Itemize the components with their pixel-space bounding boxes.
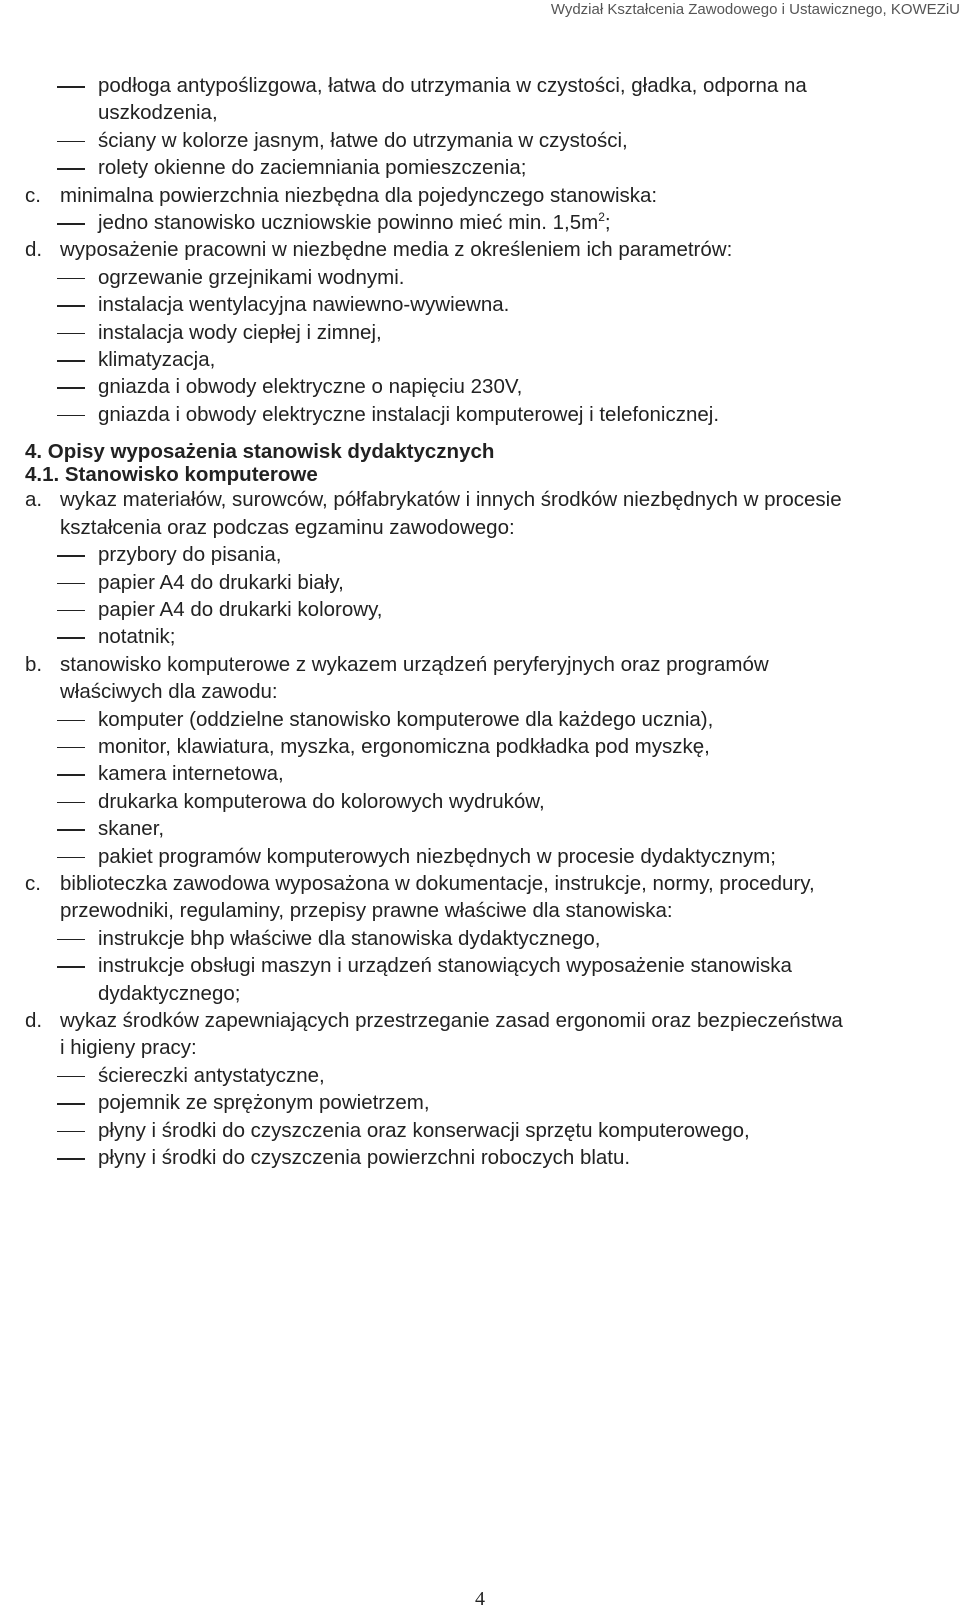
dash-bullet-icon xyxy=(57,1158,85,1160)
bullet-item xyxy=(25,72,935,99)
bullet-text: pakiet programów komputerowych niezbędnych w procesie dydaktycznym; xyxy=(98,844,776,868)
continuation-text: i higieny pracy: xyxy=(60,1036,197,1060)
bullet-item xyxy=(25,264,935,291)
dash-bullet-icon xyxy=(57,583,85,585)
bullet-item xyxy=(25,623,935,650)
lettered-text: wykaz środków zapewniających przestrzeganie zasad ergonomii oraz bezpieczeństwa xyxy=(60,1009,843,1032)
lettered-text: wykaz materiałów, surowców, półfabrykatów i innych środków niezbędnych w procesie xyxy=(60,488,842,512)
item-letter: d. xyxy=(25,238,43,262)
bullet-item xyxy=(25,154,935,181)
lettered-item xyxy=(25,651,935,678)
bullet-item xyxy=(25,319,935,346)
lettered-text: stanowisko komputerowe z wykazem urządzeń peryferyjnych oraz programów xyxy=(60,652,769,676)
document-body xyxy=(25,72,935,1171)
bullet-text: przybory do pisania, xyxy=(98,543,282,567)
lettered-continuation xyxy=(25,1034,935,1061)
dash-bullet-icon xyxy=(57,1131,85,1133)
dash-bullet-icon xyxy=(57,857,85,859)
dash-bullet-icon xyxy=(57,1103,85,1105)
item-letter: b. xyxy=(25,652,43,676)
dash-bullet-icon xyxy=(57,387,85,389)
bullet-item xyxy=(25,1062,935,1089)
bullet-text: gniazda i obwody elektryczne o napięciu 230V, xyxy=(98,375,523,399)
lettered-continuation xyxy=(25,897,935,924)
bullet-item xyxy=(25,815,935,842)
bullet-item xyxy=(25,569,935,596)
bullet-text: rolety okienne do zaciemniania pomieszczenia; xyxy=(98,156,527,180)
bullet-text: papier A4 do drukarki biały, xyxy=(98,570,344,594)
bullet-item xyxy=(25,706,935,733)
bullet-item xyxy=(25,401,935,428)
page-header xyxy=(0,0,960,18)
dash-bullet-icon xyxy=(57,802,85,804)
lettered-item xyxy=(25,236,935,263)
dash-bullet-icon xyxy=(57,637,85,639)
section-gap xyxy=(25,428,935,440)
lettered-item xyxy=(25,1007,935,1034)
bullet-item xyxy=(25,733,935,760)
bullet-continuation xyxy=(25,980,935,1007)
bullet-text: ściereczki antystatyczne, xyxy=(98,1063,325,1087)
item-letter: a. xyxy=(25,488,43,512)
bullet-text: jedno stanowisko uczniowskie powinno mieć min. 1,5m xyxy=(98,211,599,235)
bullet-item xyxy=(25,788,935,815)
bullet-text: notatnik; xyxy=(98,625,176,649)
item-letter: c. xyxy=(25,183,41,207)
dash-bullet-icon xyxy=(57,555,85,557)
lettered-item xyxy=(25,486,935,513)
bullet-item xyxy=(25,843,935,870)
lettered-item xyxy=(25,182,935,209)
dash-bullet-icon xyxy=(57,1076,85,1078)
bullet-text: monitor, klawiatura, myszka, ergonomiczna podkładka pod myszkę, xyxy=(98,734,710,758)
continuation-text: przewodniki, regulaminy, przepisy prawne właściwe dla stanowiska: xyxy=(60,899,673,923)
bullet-text: podłoga antypoślizgowa, łatwa do utrzymania w czystości, gładka, odporna na xyxy=(98,74,807,97)
header-text: Wydział Kształcenia Zawodowego i Ustawicznego, KOWEZiU xyxy=(550,1,960,18)
dash-bullet-icon xyxy=(57,141,85,143)
bullet-item xyxy=(25,541,935,568)
dash-bullet-icon xyxy=(57,747,85,749)
bullet-text: kamera internetowa, xyxy=(98,762,284,786)
lettered-continuation xyxy=(25,678,935,705)
dash-bullet-icon xyxy=(57,278,85,280)
dash-bullet-icon xyxy=(57,774,85,776)
bullet-item xyxy=(25,373,935,400)
bullet-item xyxy=(25,1117,935,1144)
heading-text: 4. Opisy wyposażenia stanowisk dydaktycznych xyxy=(25,440,495,464)
section-heading xyxy=(25,440,935,463)
continuation-text: dydaktycznego; xyxy=(98,981,241,1005)
bullet-item xyxy=(25,346,935,373)
bullet-text: papier A4 do drukarki kolorowy, xyxy=(98,597,383,621)
dash-bullet-icon xyxy=(57,360,85,362)
continuation-text: właściwych dla zawodu: xyxy=(60,680,278,704)
lettered-item xyxy=(25,870,935,897)
bullet-item xyxy=(25,1144,935,1171)
bullet-continuation xyxy=(25,99,935,126)
bullet-text: instrukcje obsługi maszyn i urządzeń stanowiących wyposażenie stanowiska xyxy=(98,954,792,978)
bullet-item xyxy=(25,596,935,623)
lettered-text: wyposażenie pracowni w niezbędne media z określeniem ich parametrów: xyxy=(60,238,733,262)
dash-bullet-icon xyxy=(57,939,85,941)
dash-bullet-icon xyxy=(57,610,85,612)
bullet-text: instrukcje bhp właściwe dla stanowiska dydaktycznego, xyxy=(98,926,601,950)
dash-bullet-icon xyxy=(57,223,85,225)
continuation-text: kształcenia oraz podczas egzaminu zawodowego: xyxy=(60,515,515,539)
dash-bullet-icon xyxy=(57,305,85,307)
bullet-text: gniazda i obwody elektryczne instalacji komputerowej i telefonicznej. xyxy=(98,402,720,426)
superscript: 2 xyxy=(598,210,605,225)
bullet-item xyxy=(25,925,935,952)
bullet-text: ogrzewanie grzejnikami wodnymi. xyxy=(98,265,405,289)
dash-bullet-icon xyxy=(57,168,85,170)
dash-bullet-icon xyxy=(57,829,85,831)
trailing-punctuation: ; xyxy=(604,211,611,235)
bullet-text: pojemnik ze sprężonym powietrzem, xyxy=(98,1091,430,1115)
continuation-text: uszkodzenia, xyxy=(98,101,218,125)
bullet-text: płyny i środki do czyszczenia oraz konserwacji sprzętu komputerowego, xyxy=(98,1118,750,1142)
lettered-continuation xyxy=(25,514,935,541)
page-number: 4 xyxy=(475,1588,485,1610)
bullet-item xyxy=(25,760,935,787)
bullet-text: instalacja wody ciepłej i zimnej, xyxy=(98,320,382,344)
bullet-item xyxy=(25,952,935,979)
lettered-text: biblioteczka zawodowa wyposażona w dokumentacje, instrukcje, normy, procedury, xyxy=(60,871,815,895)
bullet-item xyxy=(25,291,935,318)
bullet-item xyxy=(25,127,935,154)
dash-bullet-icon xyxy=(57,966,85,968)
dash-bullet-icon xyxy=(57,333,85,335)
dash-bullet-icon xyxy=(57,720,85,722)
bullet-text: skaner, xyxy=(98,817,165,841)
bullet-item xyxy=(25,1089,935,1116)
bullet-text: klimatyzacja, xyxy=(98,348,216,372)
bullet-text: drukarka komputerowa do kolorowych wydruków, xyxy=(98,789,545,813)
heading-text: 4.1. Stanowisko komputerowe xyxy=(25,463,318,487)
dash-bullet-icon xyxy=(57,415,85,417)
lettered-text: minimalna powierzchnia niezbędna dla pojedynczego stanowiska: xyxy=(60,183,658,207)
bullet-item xyxy=(25,209,935,236)
bullet-text: instalacja wentylacyjna nawiewno-wywiewna. xyxy=(98,293,510,317)
dash-bullet-icon xyxy=(57,86,85,88)
bullet-text: ściany w kolorze jasnym, łatwe do utrzymania w czystości, xyxy=(98,128,628,152)
item-letter: d. xyxy=(25,1009,43,1032)
bullet-text: komputer (oddzielne stanowisko komputerowe dla każdego ucznia), xyxy=(98,707,714,731)
section-heading xyxy=(25,463,935,486)
item-letter: c. xyxy=(25,871,41,895)
bullet-text: płyny i środki do czyszczenia powierzchni roboczych blatu. xyxy=(98,1146,631,1170)
